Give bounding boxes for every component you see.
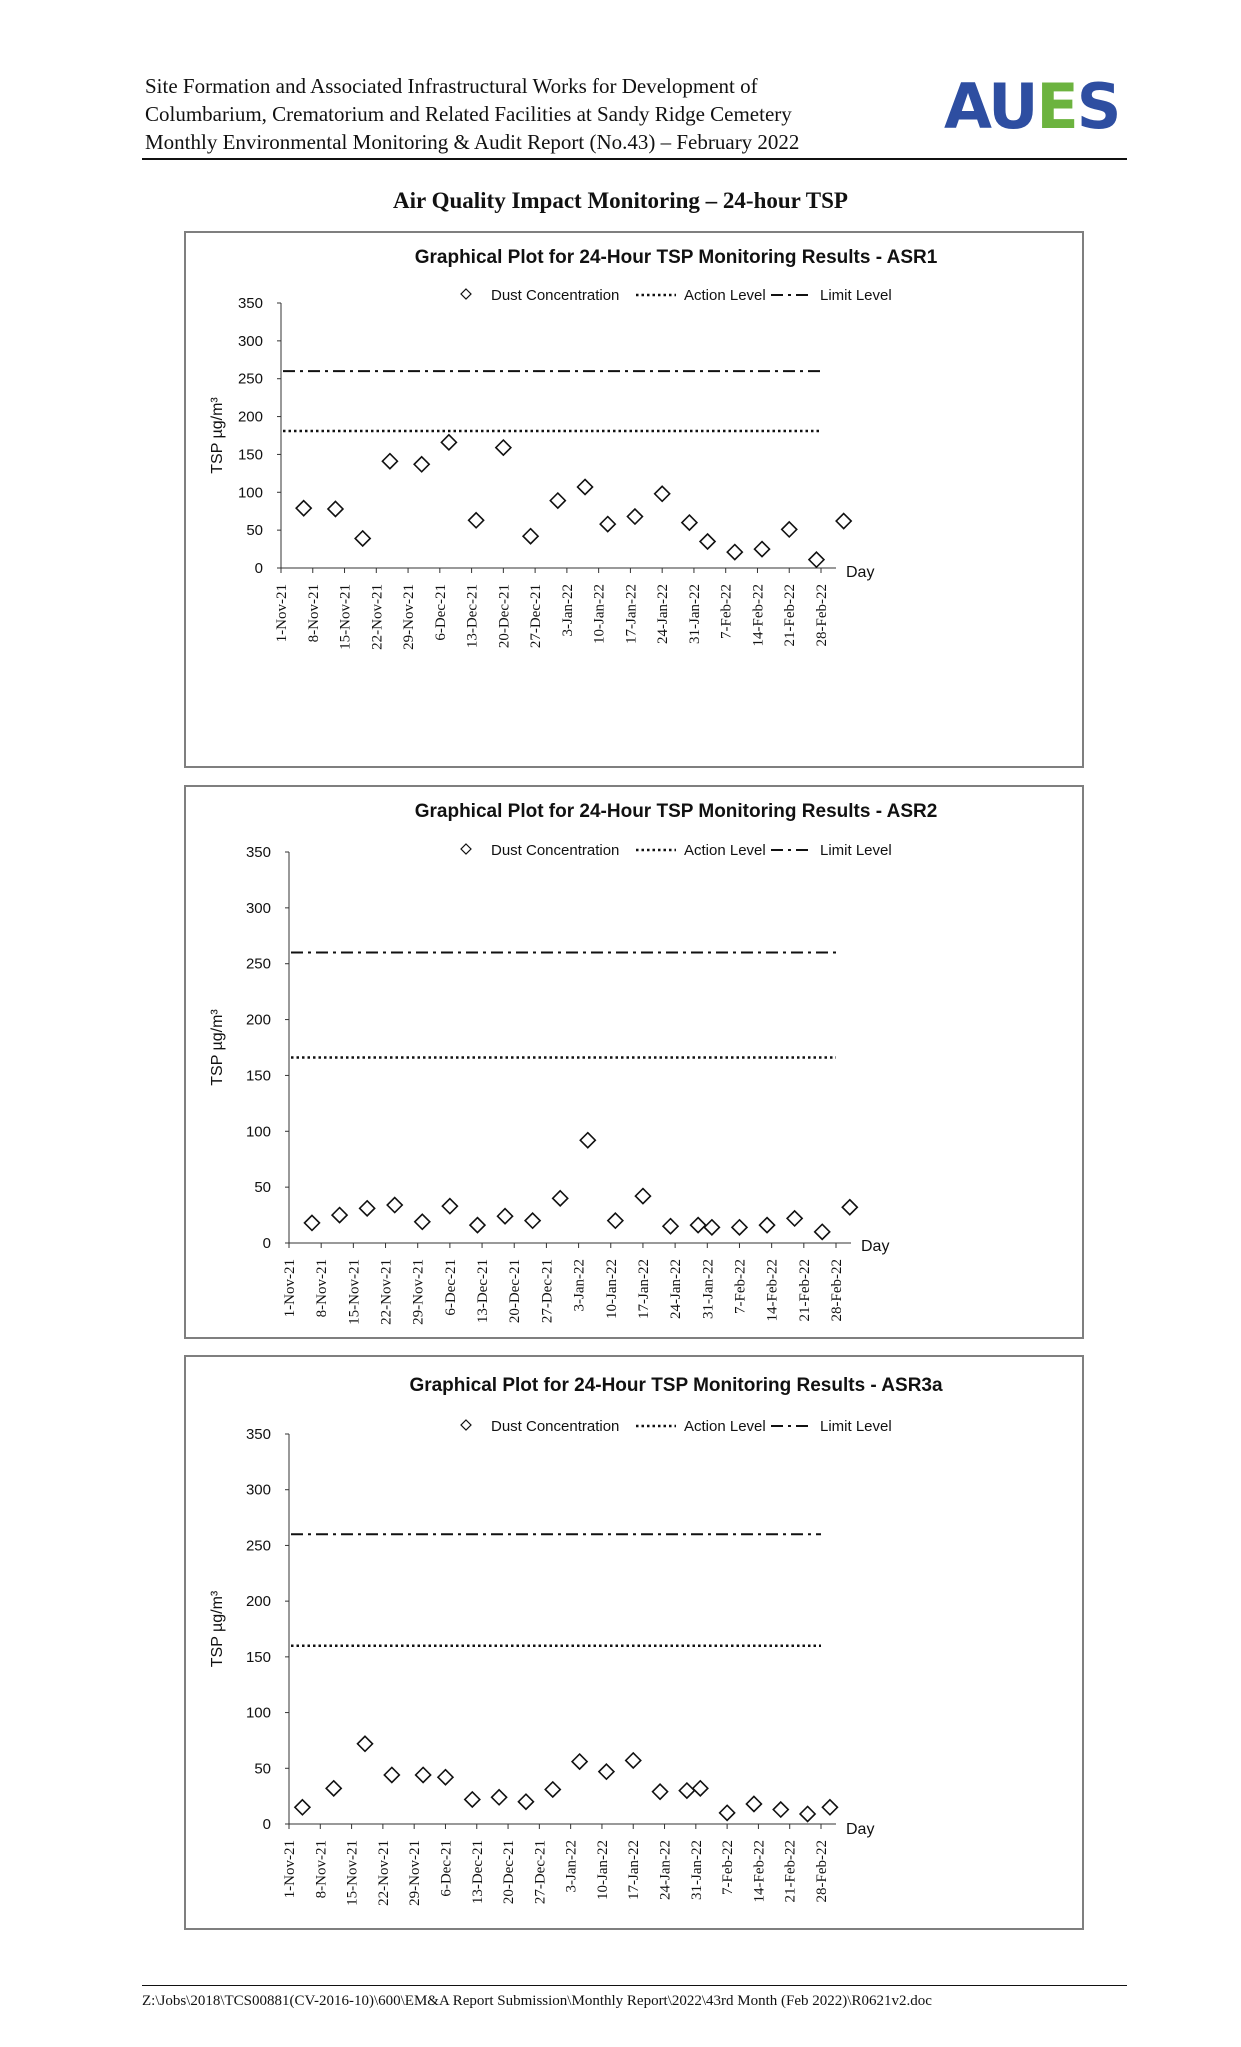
data-point-diamond <box>525 1213 540 1228</box>
y-tick-label: 300 <box>237 332 263 350</box>
legend-diamond-marker <box>461 1420 471 1430</box>
data-point-diamond <box>326 1781 341 1796</box>
data-point-diamond <box>704 1220 719 1235</box>
data-point-diamond <box>626 1753 641 1768</box>
y-axis-label: TSP µg/m³ <box>209 397 226 474</box>
chart-title: Graphical Plot for 24-Hour TSP Monitoring Results - ASR3a <box>409 1375 943 1396</box>
data-point-diamond <box>599 1764 614 1779</box>
data-point-diamond <box>693 1781 708 1796</box>
y-axis-label: TSP µg/m³ <box>209 1009 226 1086</box>
data-point-diamond <box>296 501 311 516</box>
legend-label-dust: Dust Concentration <box>491 1418 620 1435</box>
x-tick-label: 3-Jan-22 <box>559 584 576 637</box>
x-tick-label: 14-Feb-22 <box>751 1840 768 1903</box>
data-point-diamond <box>679 1783 694 1798</box>
data-point-diamond <box>787 1211 802 1226</box>
data-point-diamond <box>800 1806 815 1821</box>
x-tick-label: 22-Nov-21 <box>369 584 386 650</box>
legend-label-dust: Dust Concentration <box>491 842 620 859</box>
chart-title: Graphical Plot for 24-Hour TSP Monitoring Results - ASR1 <box>414 247 938 268</box>
page-title: Air Quality Impact Monitoring – 24-hour TSP <box>393 188 848 213</box>
header-line-2: Columbarium, Crematorium and Related Facilities at Sandy Ridge Cemetery <box>145 102 792 126</box>
y-tick-label: 50 <box>246 522 263 540</box>
y-tick-label: 50 <box>254 1179 271 1197</box>
data-point-diamond <box>553 1191 568 1206</box>
y-tick-label: 300 <box>245 1481 271 1499</box>
x-tick-label: 3-Jan-22 <box>571 1259 588 1312</box>
x-tick-label: 15-Nov-21 <box>346 1259 363 1325</box>
y-tick-label: 100 <box>245 1123 271 1141</box>
data-point-diamond <box>496 440 511 455</box>
data-point-diamond <box>655 486 670 501</box>
legend-label-limit: Limit Level <box>820 287 892 304</box>
data-point-diamond <box>700 534 715 549</box>
x-tick-label: 6-Dec-21 <box>432 584 449 641</box>
x-tick-label: 29-Nov-21 <box>401 584 418 650</box>
data-point-diamond <box>755 542 770 557</box>
x-tick-label: 7-Feb-22 <box>732 1259 749 1314</box>
data-point-diamond <box>746 1796 761 1811</box>
data-point-diamond <box>355 531 370 546</box>
x-tick-label: 24-Jan-22 <box>657 1840 674 1900</box>
x-tick-label: 13-Dec-21 <box>464 584 481 649</box>
chart-asr3a <box>186 1357 1082 1928</box>
y-tick-label: 350 <box>237 295 263 312</box>
y-tick-label: 200 <box>237 408 263 426</box>
x-tick-label: 8-Nov-21 <box>305 584 322 643</box>
y-tick-label: 350 <box>245 1426 271 1443</box>
x-tick-label: 27-Dec-21 <box>539 1259 556 1324</box>
x-tick-label: 13-Dec-21 <box>469 1840 486 1905</box>
data-point-diamond <box>608 1213 623 1228</box>
chart-panel-asr2 <box>184 785 1084 1339</box>
x-tick-label: 1-Nov-21 <box>282 1259 298 1318</box>
data-point-diamond <box>627 509 642 524</box>
y-tick-label: 150 <box>245 1648 271 1666</box>
x-tick-label: 20-Dec-21 <box>507 1259 524 1324</box>
x-tick-label: 22-Nov-21 <box>378 1259 395 1325</box>
svg-text:AUES <box>944 70 1119 140</box>
legend-label-action: Action Level <box>684 287 766 304</box>
aues-logo <box>944 70 1134 140</box>
data-point-diamond <box>492 1790 507 1805</box>
y-tick-label: 350 <box>245 844 271 861</box>
chart-asr1 <box>186 233 1082 766</box>
data-point-diamond <box>773 1802 788 1817</box>
data-point-diamond <box>465 1792 480 1807</box>
y-tick-label: 150 <box>237 446 263 464</box>
y-tick-label: 200 <box>245 1011 271 1029</box>
data-point-diamond <box>360 1201 375 1216</box>
x-tick-label: 28-Feb-22 <box>814 584 830 647</box>
y-tick-label: 0 <box>262 1235 271 1252</box>
y-tick-label: 250 <box>245 1537 271 1555</box>
y-tick-label: 200 <box>245 1593 271 1611</box>
data-point-diamond <box>384 1767 399 1782</box>
data-point-diamond <box>545 1782 560 1797</box>
data-point-diamond <box>635 1189 650 1204</box>
y-tick-label: 50 <box>254 1760 271 1778</box>
data-point-diamond <box>414 457 429 472</box>
data-point-diamond <box>358 1736 373 1751</box>
x-tick-label: 6-Dec-21 <box>442 1259 459 1316</box>
x-tick-label: 24-Jan-22 <box>655 584 672 644</box>
data-point-diamond <box>822 1800 837 1815</box>
y-tick-label: 150 <box>245 1067 271 1085</box>
chart-asr2 <box>186 787 1082 1337</box>
x-tick-label: 6-Dec-21 <box>438 1840 455 1897</box>
x-tick-label: 17-Jan-22 <box>626 1840 643 1900</box>
data-point-diamond <box>732 1220 747 1235</box>
data-point-diamond <box>470 1218 485 1233</box>
data-point-diamond <box>518 1794 533 1809</box>
data-point-diamond <box>441 435 456 450</box>
x-tick-label: 21-Feb-22 <box>782 1840 799 1903</box>
data-point-diamond <box>682 515 697 530</box>
y-tick-label: 300 <box>245 899 271 917</box>
logo-part-au: AU <box>944 70 1037 140</box>
data-point-diamond <box>550 493 565 508</box>
x-axis-label: Day <box>846 1821 875 1838</box>
x-tick-label: 21-Feb-22 <box>796 1259 813 1322</box>
legend-label-action: Action Level <box>684 1418 766 1435</box>
data-point-diamond <box>387 1198 402 1213</box>
data-point-diamond <box>416 1767 431 1782</box>
data-point-diamond <box>572 1754 587 1769</box>
data-point-diamond <box>691 1218 706 1233</box>
data-point-diamond <box>727 545 742 560</box>
chart-panel-asr1 <box>184 231 1084 768</box>
y-tick-label: 250 <box>237 370 263 388</box>
x-tick-label: 10-Jan-22 <box>603 1259 620 1319</box>
x-tick-label: 28-Feb-22 <box>829 1259 845 1322</box>
data-point-diamond <box>760 1218 775 1233</box>
data-point-diamond <box>332 1208 347 1223</box>
x-tick-label: 28-Feb-22 <box>814 1840 830 1903</box>
x-tick-label: 27-Dec-21 <box>528 584 545 649</box>
x-tick-label: 13-Dec-21 <box>475 1259 492 1324</box>
data-point-diamond <box>836 514 851 529</box>
chart-panel-asr3a <box>184 1355 1084 1930</box>
x-tick-label: 29-Nov-21 <box>407 1840 424 1906</box>
y-axis-label: TSP µg/m³ <box>209 1590 226 1668</box>
data-point-diamond <box>663 1219 678 1234</box>
header-rule <box>142 158 1127 160</box>
y-tick-label: 100 <box>237 484 263 502</box>
x-tick-label: 10-Jan-22 <box>591 584 608 644</box>
data-point-diamond <box>442 1199 457 1214</box>
logo-part-e: E <box>1036 70 1077 140</box>
legend-label-action: Action Level <box>684 842 766 859</box>
data-point-diamond <box>720 1805 735 1820</box>
data-point-diamond <box>842 1200 857 1215</box>
data-point-diamond <box>809 552 824 567</box>
data-point-diamond <box>328 501 343 516</box>
legend-diamond-marker <box>461 289 471 299</box>
x-tick-label: 21-Feb-22 <box>782 584 799 647</box>
x-tick-label: 1-Nov-21 <box>274 584 290 643</box>
data-point-diamond <box>498 1209 513 1224</box>
data-point-diamond <box>782 522 797 537</box>
data-point-diamond <box>653 1784 668 1799</box>
y-tick-label: 250 <box>245 955 271 973</box>
legend-diamond-marker <box>461 844 471 854</box>
data-point-diamond <box>382 454 397 469</box>
x-tick-label: 17-Jan-22 <box>623 584 640 644</box>
data-point-diamond <box>438 1770 453 1785</box>
legend-label-dust: Dust Concentration <box>491 287 620 304</box>
header-line-1: Site Formation and Associated Infrastructural Works for Development of <box>145 74 758 98</box>
report-header <box>145 72 870 156</box>
x-tick-label: 22-Nov-21 <box>375 1840 392 1906</box>
data-point-diamond <box>469 513 484 528</box>
data-point-diamond <box>815 1224 830 1239</box>
logo-part-s: S <box>1076 70 1120 140</box>
x-tick-label: 14-Feb-22 <box>750 584 767 647</box>
x-tick-label: 20-Dec-21 <box>496 584 513 649</box>
x-tick-label: 24-Jan-22 <box>668 1259 685 1319</box>
data-point-diamond <box>304 1215 319 1230</box>
header-line-3: Monthly Environmental Monitoring & Audit Report (No.43) – February 2022 <box>145 130 800 154</box>
x-tick-label: 7-Feb-22 <box>718 584 735 639</box>
x-tick-label: 31-Jan-22 <box>700 1259 717 1319</box>
data-point-diamond <box>523 529 538 544</box>
data-point-diamond <box>600 517 615 532</box>
x-tick-label: 14-Feb-22 <box>764 1259 781 1322</box>
x-tick-label: 8-Nov-21 <box>313 1840 330 1899</box>
x-tick-label: 31-Jan-22 <box>688 1840 705 1900</box>
y-tick-label: 0 <box>254 560 263 577</box>
x-axis-label: Day <box>861 1238 890 1255</box>
data-point-diamond <box>578 479 593 494</box>
x-axis-label: Day <box>846 564 875 581</box>
y-tick-label: 100 <box>245 1704 271 1722</box>
footer-rule <box>142 1985 1127 1986</box>
x-tick-label: 15-Nov-21 <box>344 1840 361 1906</box>
x-tick-label: 29-Nov-21 <box>410 1259 427 1325</box>
x-tick-label: 10-Jan-22 <box>594 1840 611 1900</box>
x-tick-label: 27-Dec-21 <box>532 1840 549 1905</box>
x-tick-label: 15-Nov-21 <box>337 584 354 650</box>
x-tick-label: 20-Dec-21 <box>501 1840 518 1905</box>
data-point-diamond <box>580 1133 595 1148</box>
data-point-diamond <box>295 1800 310 1815</box>
legend-label-limit: Limit Level <box>820 842 892 859</box>
chart-title: Graphical Plot for 24-Hour TSP Monitoring Results - ASR2 <box>414 801 938 822</box>
x-tick-label: 31-Jan-22 <box>686 584 703 644</box>
x-tick-label: 7-Feb-22 <box>720 1840 737 1895</box>
y-tick-label: 0 <box>262 1816 271 1833</box>
legend-label-limit: Limit Level <box>820 1418 892 1435</box>
footer-path: Z:\Jobs\2018\TCS00881(CV-2016-10)\600\EM&A Report Submission\Monthly Report\2022\43rd Month (Feb 2022)\R0621v2.doc <box>142 1993 932 2009</box>
x-tick-label: 3-Jan-22 <box>563 1840 580 1893</box>
x-tick-label: 1-Nov-21 <box>282 1840 298 1899</box>
x-tick-label: 8-Nov-21 <box>314 1259 331 1318</box>
x-tick-label: 17-Jan-22 <box>635 1259 652 1319</box>
data-point-diamond <box>415 1214 430 1229</box>
